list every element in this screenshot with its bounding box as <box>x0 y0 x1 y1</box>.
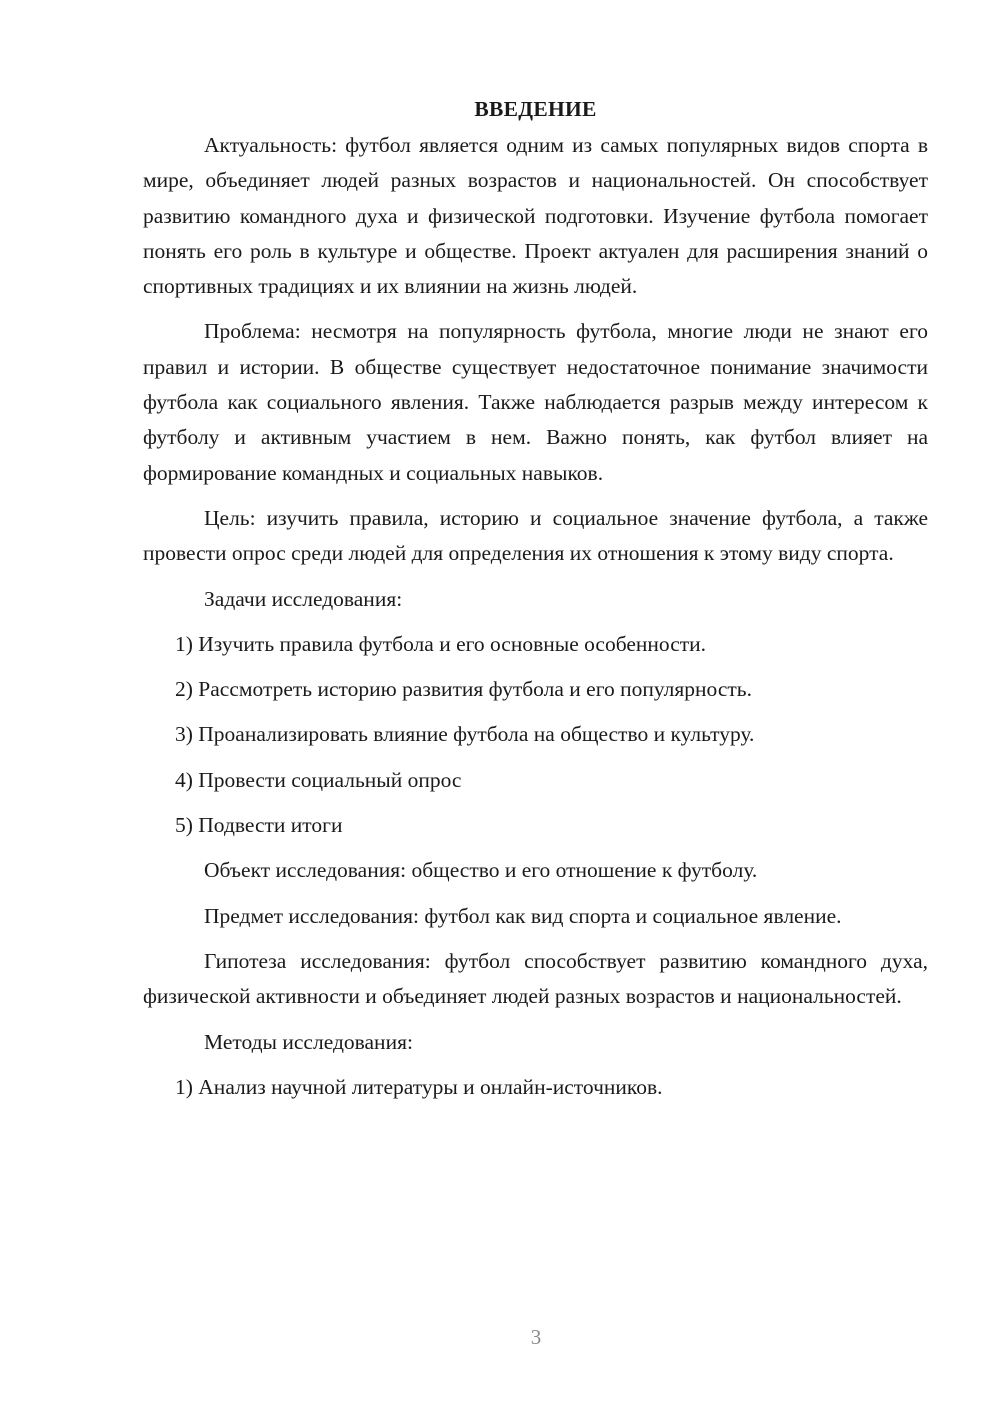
section-title: ВВЕДЕНИЕ <box>474 97 597 121</box>
task-item: 3) Проанализировать влияние футбола на общество и культуру. <box>175 722 755 747</box>
task-item: 2) Рассмотреть историю развития футбола и его популярность. <box>175 677 752 702</box>
page-number: 3 <box>530 1325 542 1349</box>
document-page <box>143 92 928 1115</box>
task-item: 1) Изучить правила футбола и его основные особенности. <box>175 631 707 656</box>
task-item: 5) Подвести итоги <box>175 813 343 838</box>
method-item: 1) Анализ научной литературы и онлайн-источников. <box>175 1074 663 1099</box>
methods-list <box>143 1070 928 1105</box>
goal-paragraph: Цель: изучить правила, историю и социальное значение футбола, а также провести опрос среди людей для определения их отношения к этому виду спорта. <box>143 505 928 566</box>
task-item: 4) Провести социальный опрос <box>175 767 462 792</box>
subject-paragraph: Предмет исследования: футбол как вид спорта и социальное явление. <box>204 903 842 928</box>
tasks-heading: Задачи исследования: <box>204 586 403 611</box>
tasks-list <box>143 627 928 843</box>
methods-heading: Методы исследования: <box>204 1029 413 1054</box>
object-paragraph: Объект исследования: общество и его отношение к футболу. <box>204 858 758 883</box>
relevance-paragraph: Актуальность: футбол является одним из самых популярных видов спорта в мире, объединяет людей разных возрастов и национальностей. Он способствует развитию командного духа и физической подготовки. Изучение футбола помогает понять его роль в культуре и обществе. Проект актуален для расширения знаний о спортивных традициях и их влиянии на жизнь людей. <box>143 133 928 299</box>
problem-paragraph: Проблема: несмотря на популярность футбола, многие люди не знают его правил и истории. В обществе существует недостаточное понимание значимости футбола как социального явления. Также наблюдается разрыв между интересом к футболу и активным участием в нем. Важно понять, как футбол влияет на формирование командных и социальных навыков. <box>143 319 928 485</box>
hypothesis-paragraph: Гипотеза исследования: футбол способствует развитию командного духа, физической активности и объединяет людей разных возрастов и национальностей. <box>143 948 928 1009</box>
